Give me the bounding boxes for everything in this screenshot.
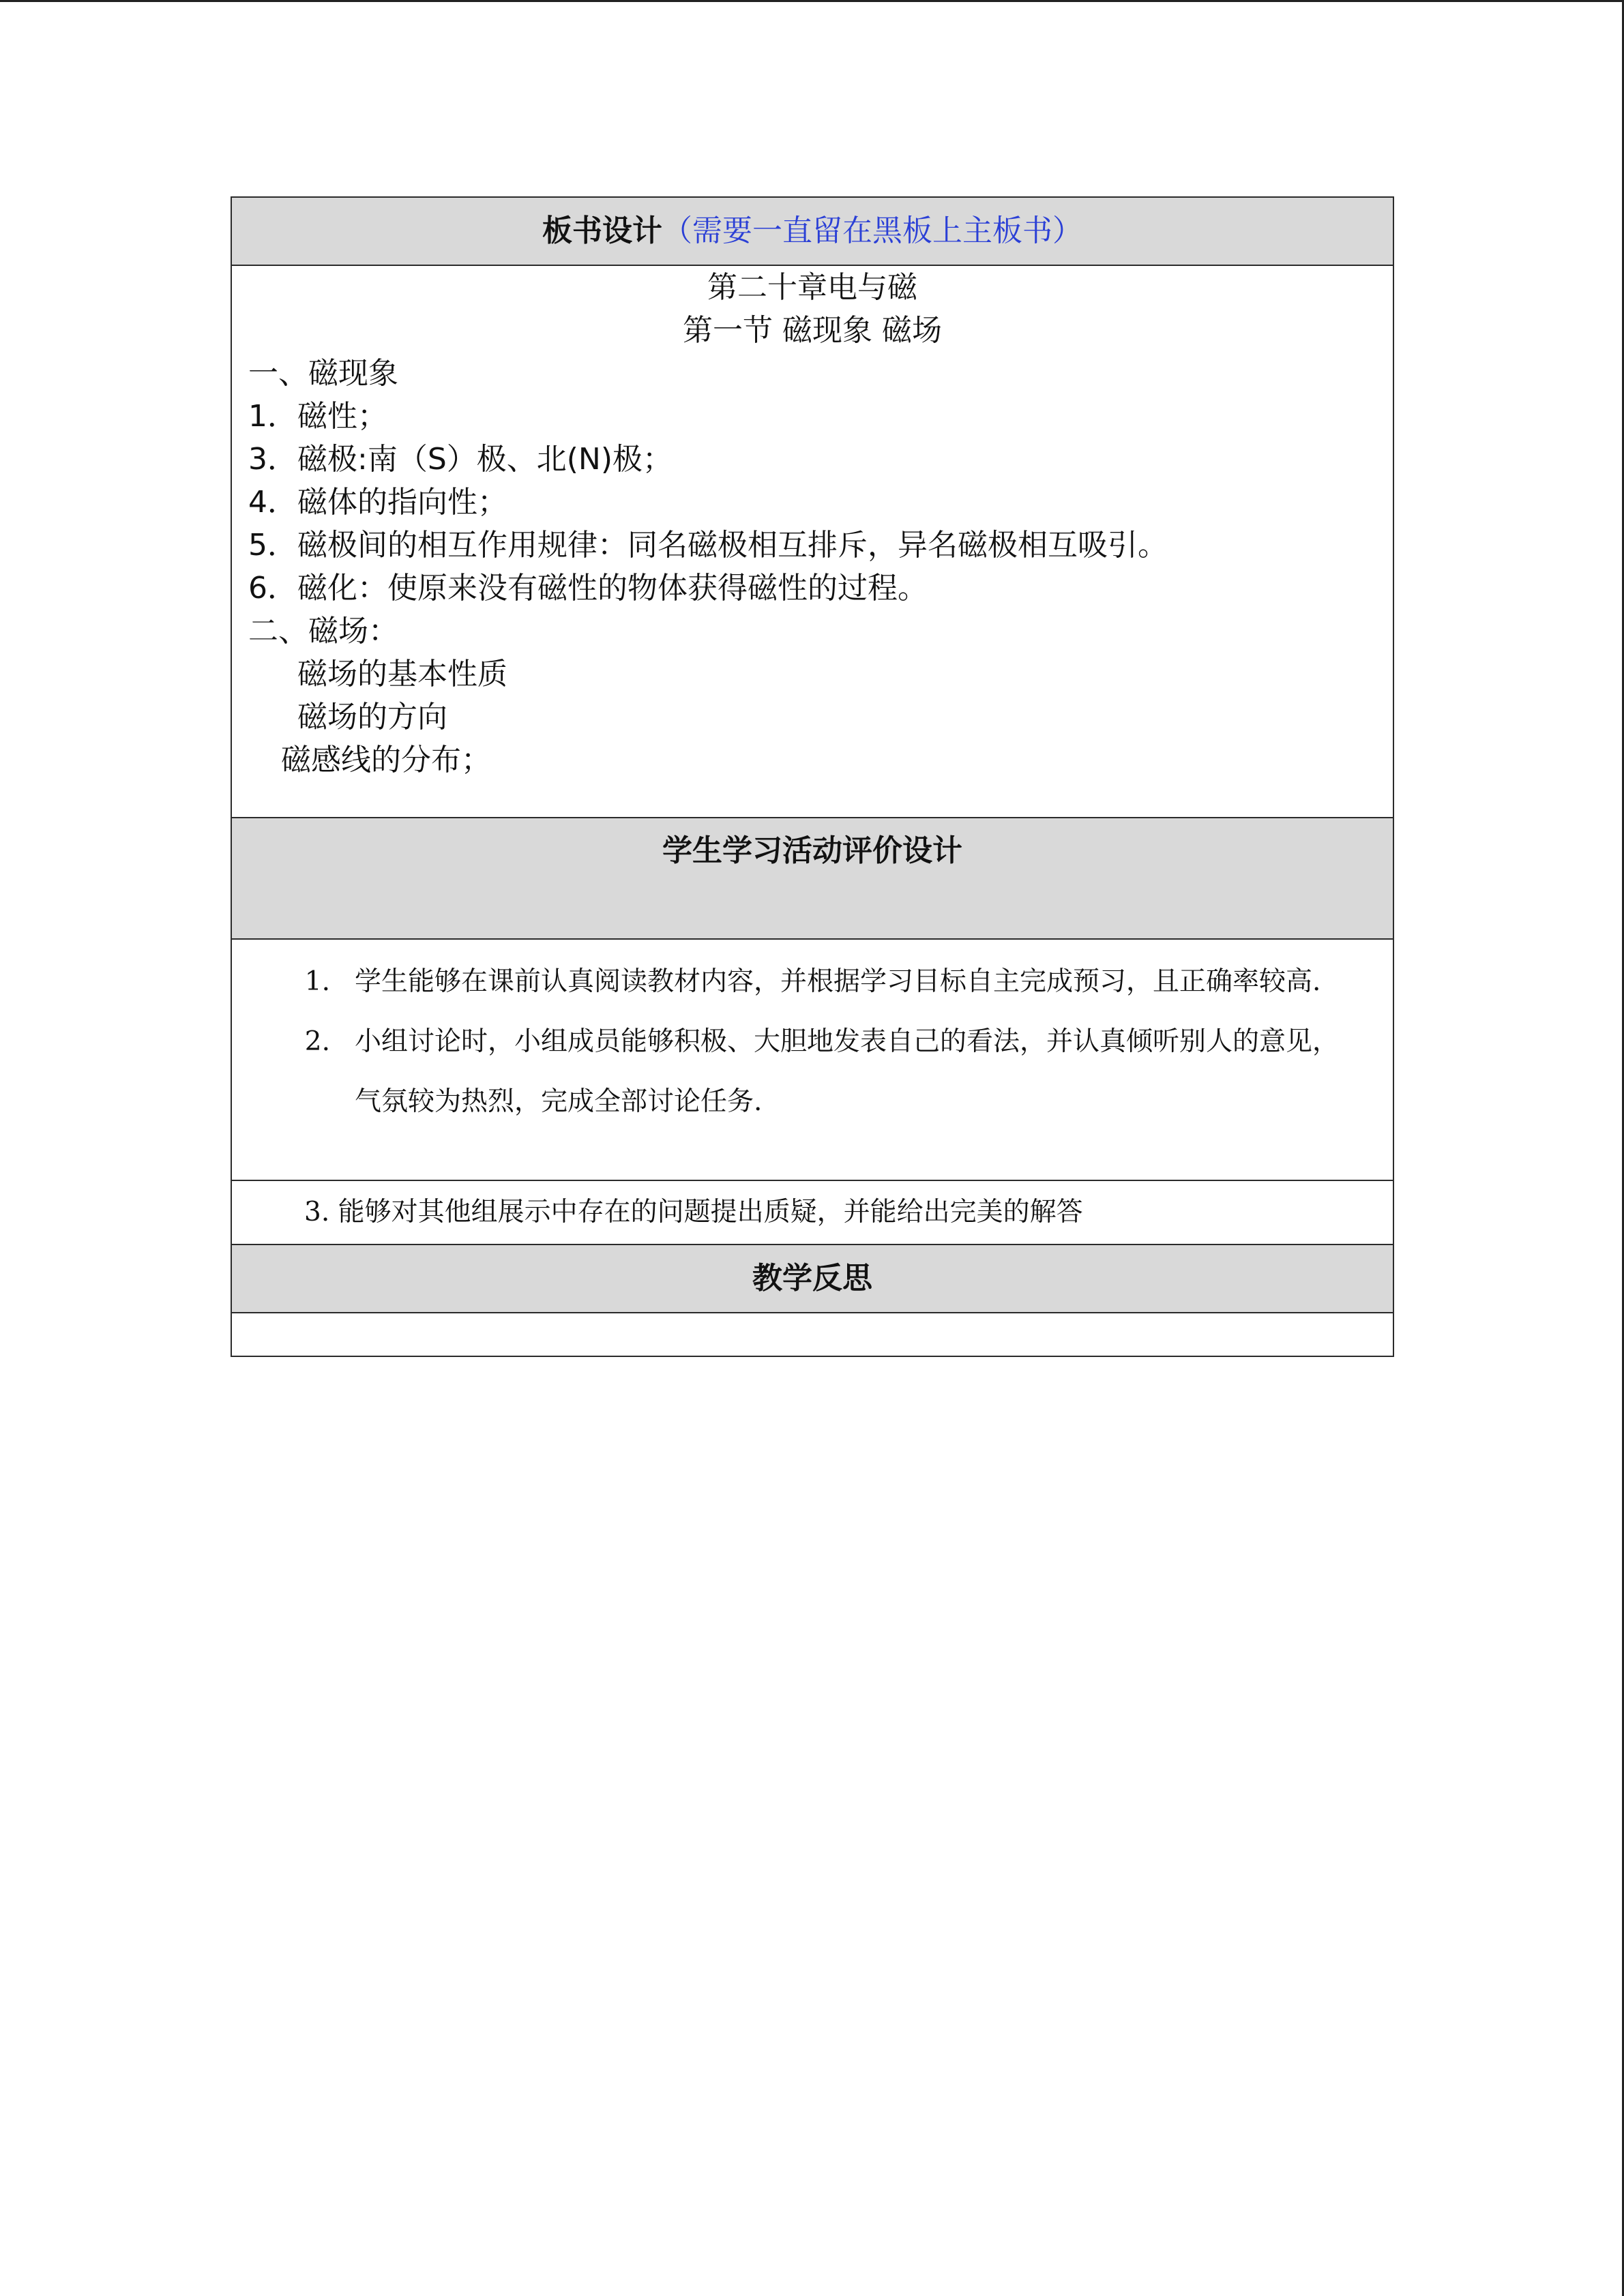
list-item-text: 学生能够在课前认真阅读教材内容，并根据学习目标自主完成预习，且正确率较高.: [355, 966, 1321, 997]
board-design-note: （需要一直留在黑板上主板书）: [662, 213, 1082, 248]
board-line-1: 1．磁性；: [248, 399, 387, 434]
board-line-magnetism: 一、磁现象: [248, 356, 398, 391]
page-border-top: [0, 0, 1624, 2]
board-design-title: 板书设计: [542, 213, 662, 248]
section-title: 第一节 磁现象 磁场: [683, 313, 942, 348]
board-line-5: 5．磁极间的相互作用规律：同名磁极相互排斥，异名磁极相互吸引。: [248, 528, 1168, 563]
chapter-title: 第二十章电与磁: [707, 270, 917, 305]
list-item: [232, 1012, 1359, 1132]
board-line-3: 3．磁极:南（S）极、北(N)极；: [248, 442, 673, 477]
board-line-field-lines: 磁感线的分布；: [281, 743, 491, 777]
board-design-content: [231, 265, 1393, 818]
evaluation-content: [231, 939, 1393, 1180]
board-line-4: 4．磁体的指向性；: [248, 485, 507, 520]
evaluation-item-3: 3. 能够对其他组展示中存在的问题提出质疑，并能给出完美的解答: [231, 1180, 1393, 1244]
evaluation-header: [231, 818, 1393, 939]
board-line-field-property: 磁场的基本性质: [297, 657, 507, 691]
reflection-title: 教学反思: [752, 1261, 872, 1296]
list-item-text: 小组讨论时，小组成员能够积极、大胆地发表自己的看法，并认真倾听别人的意见，气氛较为热烈，完成全部讨论任务.: [355, 1026, 1340, 1117]
evaluation-title: 学生学习活动评价设计: [662, 833, 962, 868]
list-item: [232, 952, 1359, 1012]
board-line-field-direction: 磁场的方向: [297, 700, 447, 734]
reflection-header: [231, 1244, 1393, 1313]
board-line-6: 6．磁化：使原来没有磁性的物体获得磁性的过程。: [248, 571, 928, 606]
reflection-content: [231, 1313, 1393, 1356]
list-item-number: 2.: [304, 1026, 330, 1057]
board-line-magnetic-field: 二、磁场：: [248, 614, 398, 648]
board-design-header: [231, 197, 1393, 265]
lesson-plan-table: [231, 196, 1394, 1357]
list-item-number: 1.: [304, 966, 330, 997]
